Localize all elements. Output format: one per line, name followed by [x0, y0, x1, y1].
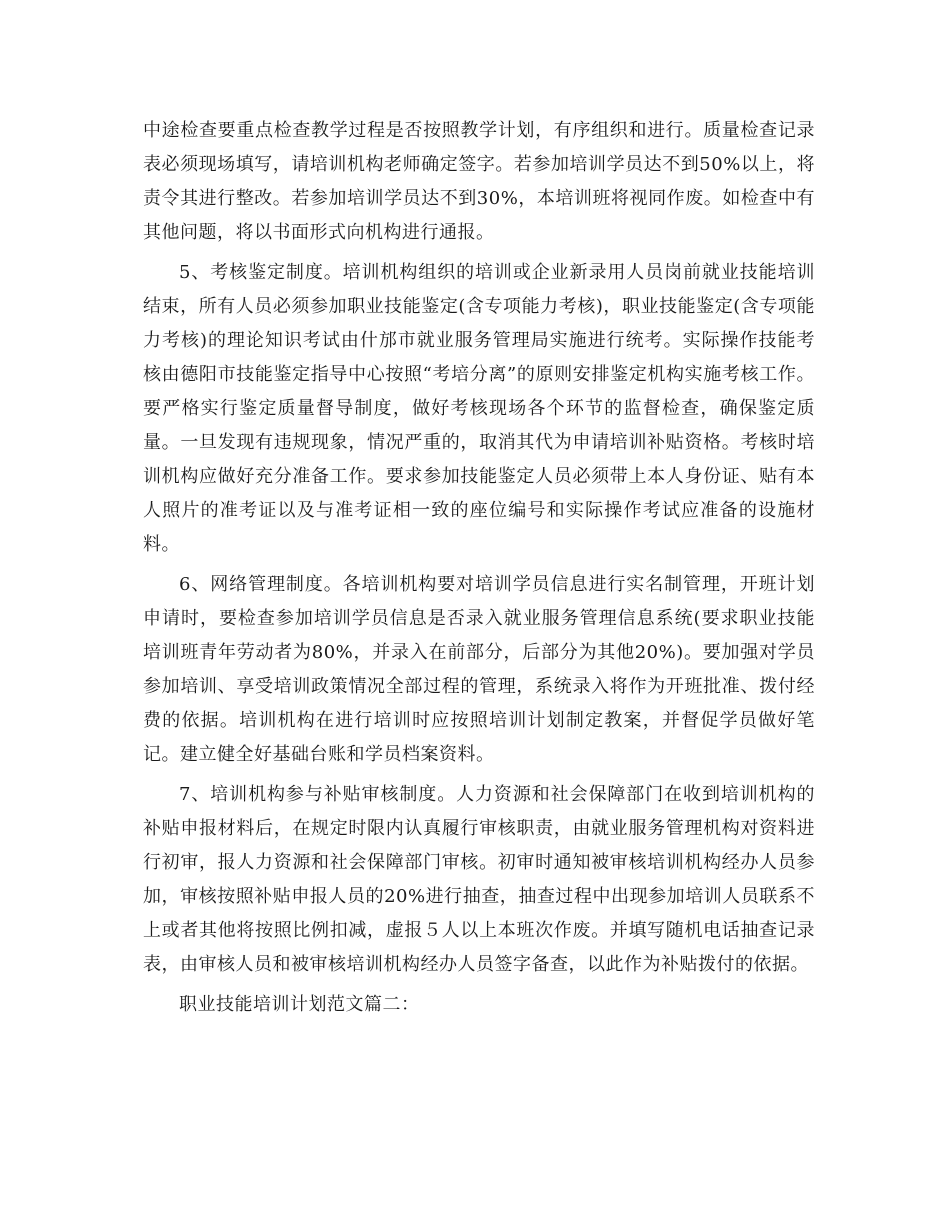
paragraph-subsidy-review: 7、培训机构参与补贴审核制度。人力资源和社会保障部门在收到培训机构的补贴申报材料后，在规定时限内认真履行审核职责，由就业服务管理机构对资料进行初审，报人力资源和社会保障部门审核。初审时通知被审核培训机构经办人员参加，审核按照补贴申报人员的20%进行抽查，抽查过程中出现参加培训人员联系不上或者其他将按照比例扣减，虚报５人以上本班次作废。并填写随机电话抽查记录表，由审核人员和被审核培训机构经办人员签字备查，以此作为补贴拨付的依据。 — [143, 784, 815, 975]
paragraph-network-management: 6、网络管理制度。各培训机构要对培训学员信息进行实名制管理，开班计划申请时，要检查参加培训学员信息是否录入就业服务管理信息系统(要求职业技能培训班青年劳动者为80%，并录入在前部分，后部分为其他20%)。要加强对学员参加培训、享受培训政策情况全部过程的管理，系统录入将作为开班批准、拨付经费的依据。培训机构在进行培训时应按照培训计划制定教案，并督促学员做好笔记。建立健全好基础台账和学员档案资料。 — [143, 574, 815, 765]
document-body — [143, 114, 815, 1028]
section-heading-part-two: 职业技能培训计划范文篇二： — [179, 994, 420, 1015]
paragraph-inspection: 中途检查要重点检查教学过程是否按照教学计划，有序组织和进行。质量检查记录表必须现场填写，请培训机构老师确定签字。若参加培训学员达不到50%以上，将责令其进行整改。若参加培训学员达不到30%，本培训班将视同作废。如检查中有其他问题，将以书面形式向机构进行通报。 — [143, 120, 815, 243]
paragraph-assessment-system: 5、考核鉴定制度。培训机构组织的培训或企业新录用人员岗前就业技能培训结束，所有人员必须参加职业技能鉴定(含专项能力考核)，职业技能鉴定(含专项能力考核)的理论知识考试由什邡市就业服务管理局实施进行统考。实际操作技能考核由德阳市技能鉴定指导中心按照“考培分离”的原则安排鉴定机构实施考核工作。要严格实行鉴定质量督导制度，做好考核现场各个环节的监督检查，确保鉴定质量。一旦发现有违规现象，情况严重的，取消其代为申请培训补贴资格。考核时培训机构应做好充分准备工作。要求参加技能鉴定人员必须带上本人身份证、贴有本人照片的准考证以及与准考证相一致的座位编号和实际操作考试应准备的设施材料。 — [143, 262, 815, 555]
